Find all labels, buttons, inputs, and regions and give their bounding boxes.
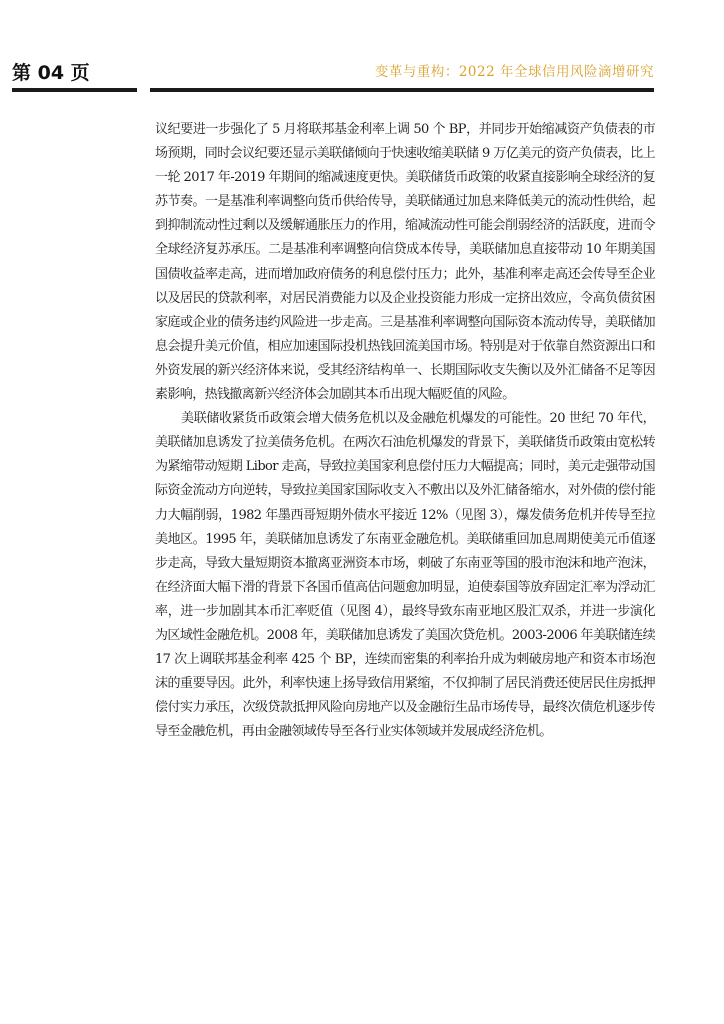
report-title: 变革与重构：2022 年全球信用风险滴增研究: [374, 64, 654, 80]
page-number: 第 04 页: [12, 62, 90, 84]
paragraph: 议纪要进一步强化了 5 月将联邦基金利率上调 50 个 BP，并同步开始缩减资产负债表的市场预期，同时会议纪要还显示美联储倾向于快速收缩美联储 9 万亿美元的资产负债表，比上一轮 2017 年-2019 年期间的缩减速度更快。美联储货币政策的收紧直接影响全球经济的复苏节奏。一是基准利率调整向货币供给传导，美联储通过加息来降低美元的流动性供给，起到抑制流动性过剩以及缓解通胀压力的作用，缩减流动性可能会削弱经济的活跃度，进而令全球经济复苏承压。二是基准利率调整向信贷成本传导，美联储加息直接带动 10 年期美国国债收益率走高，进而增加政府债务的利息偿付压力；此外，基准利率走高还会传导至企业以及居民的贷款利率，对居民消费能力以及企业投资能力形成一定挤出效应，令高负债贫困家庭或企业的债务违约风险进一步走高。三是基准利率调整向国际资本流动传导，美联储加息会提升美元价值，相应加速国际投机热钱回流美国市场。特别是对于依靠自然资源出口和外资发展的新兴经济体来说，受其经济结构单一、长期国际收支失衡以及外汇储备不足等因素影响，热钱撤离新兴经济体会加剧其本币出现大幅贬值的风险。: [155, 122, 655, 403]
body-text: [155, 118, 655, 744]
paragraph: 美联储收紧货币政策会增大债务危机以及金融危机爆发的可能性。20 世纪 70 年代，美联储加息诱发了拉美债务危机。在两次石油危机爆发的背景下，美联储货币政策由宽松转为紧缩带动短期 Libor 走高，导致拉美国家利息偿付压力大幅提高；同时，美元走强带动国际资金流动方向逆转，导致拉美国家国际收支入不敷出以及外汇储备缩水，对外债的偿付能力大幅削弱，1982 年墨西哥短期外债水平接近 12%（见图 3），爆发债务危机并传导至拉美地区。1995 年，美联储加息诱发了东南亚金融危机。美联储重回加息周期使美元币值逐步走高，导致大量短期资本撤离亚洲资本市场，刺破了东南亚等国的股市泡沫和地产泡沫，在经济面大幅下滑的背景下各国币值高估问题愈加明显，迫使泰国等放弃固定汇率为浮动汇率，进一步加剧其本币汇率贬值（见图 4），最终导致东南亚地区股汇双杀，并进一步演化为区域性金融危机。2008 年，美联储加息诱发了美国次贷危机。2003-2006 年美联储连续 17 次上调联邦基金利率 425 个 BP，连续而密集的利率抬升成为刺破房地产和资本市场泡沫的重要导因。此外，利率快速上扬导致信用紧缩，不仅抑制了居民消费还使居民住房抵押偿付实力承压，次级贷款抵押风险向房地产以及金融衍生品市场传导，最终次债危机逐步传导至金融危机，再由金融领域传导至各行业实体领域并发展成经济危机。: [155, 411, 655, 740]
header-rule-left: [12, 88, 137, 92]
header-rule-right: [150, 88, 654, 92]
